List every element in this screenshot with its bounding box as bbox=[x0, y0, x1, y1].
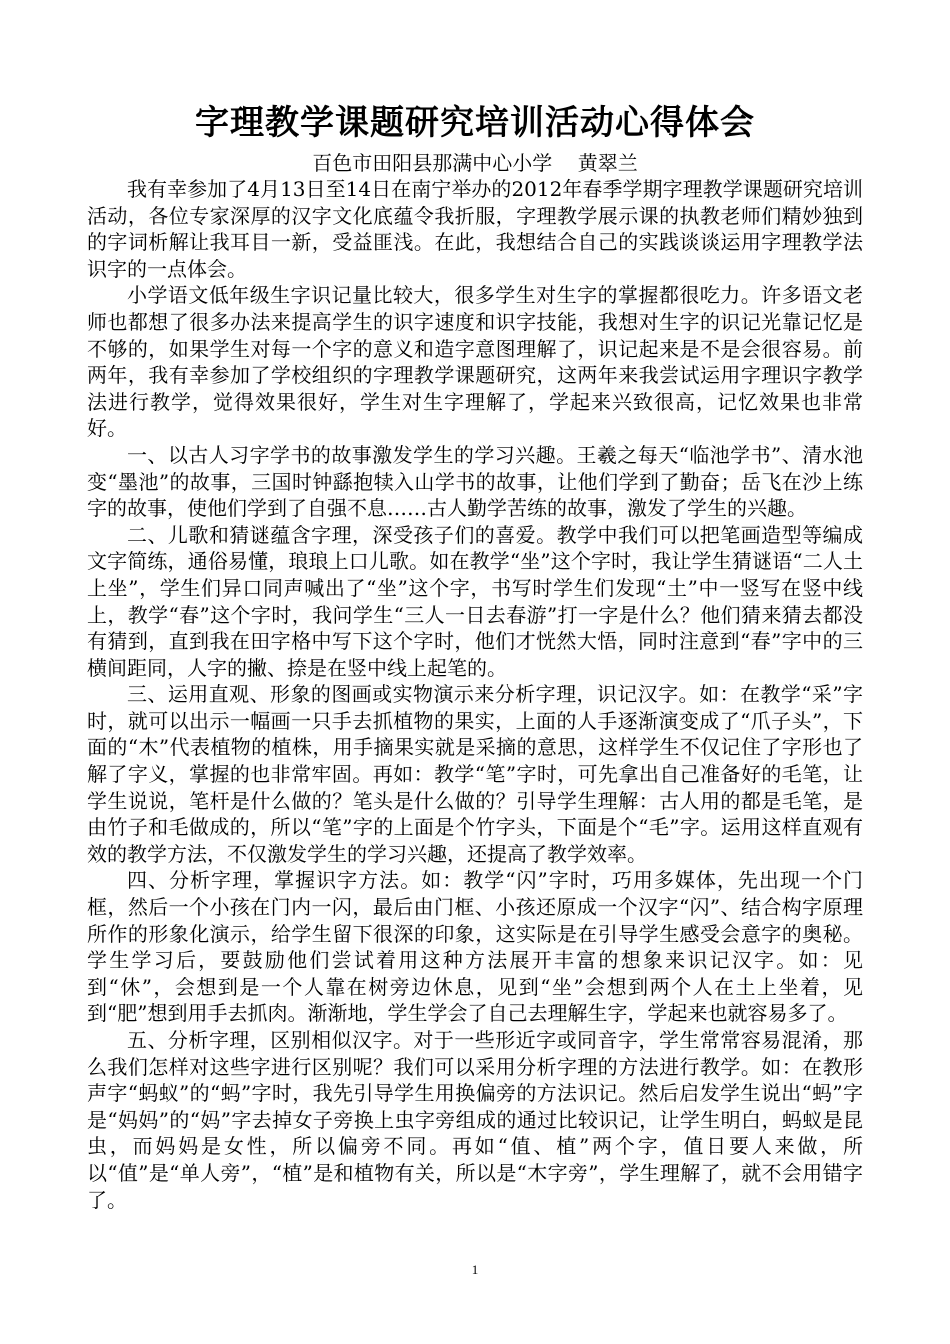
page-number: 1 bbox=[471, 1262, 479, 1277]
paragraph-point-2: 二、儿歌和猜谜蕴含字理，深受孩子们的喜爱。教学中我们可以把笔画造型等编成文字简练，通俗易懂，琅琅上口儿歌。如在教学“坐”这个字时，我让学生猜谜语“二人土上坐”，学生们异口同声喊出了“坐”这个字，书写时学生们发现“土”中一竖写在竖中线上，教学“春”这个字时，我问学生“三人一日去春游”打一字是什么？他们猜来猜去都没有猜到，直到我在田字格中写下这个字时，他们才恍然大悟，同时注意到“春”字中的三横间距同，人字的撇、捺是在竖中线上起笔的。 bbox=[87, 522, 863, 680]
paragraph-background: 小学语文低年级生字识记量比较大，很多学生对生字的掌握都很吃力。许多语文老师也都想了很多办法来提高学生的识字速度和识字技能，我想对生字的识记光靠记忆是不够的，如果学生对每一个字的意义和造字意图理解了，识记起来是不是会很容易。前两年，我有幸参加了学校组织的字理教学课题研究，这两年来我尝试运用字理识字教学法进行教学，觉得效果很好，学生对生字理解了，学起来兴致很高，记忆效果也非常好。 bbox=[87, 283, 863, 441]
paragraph-point-1: 一、以古人习字学书的故事激发学生的学习兴趣。王羲之每天“临池学书”、清水池变“墨池”的故事，三国时钟繇抱犊入山学书的故事，让他们学到了勤奋；岳飞在沙上练字的故事，使他们学到了自强不息……古人勤学苦练的故事，激发了学生的兴趣。 bbox=[87, 442, 863, 521]
paragraph-point-4: 四、分析字理，掌握识字方法。如：教学“闪”字时，巧用多媒体，先出现一个门框，然后一个小孩在门内一闪，最后由门框、小孩还原成一个汉字“闪”、结合构字原理所作的形象化演示，给学生留下很深的印象，这实际是在引导学生感受会意字的奥秘。学生学习后，要鼓励他们尝试着用这种方法展开丰富的想象来识记汉字。如：见到“休”，会想到是一个人靠在树旁边休息，见到“坐”会想到两个人在土上坐着，见到“肥”想到用手去抓肉。渐渐地，学生学会了自己去理解生字，学起来也就容易多了。 bbox=[87, 868, 863, 1026]
author-byline: 百色市田阳县那满中心小学 黄翠兰 bbox=[312, 151, 638, 175]
paragraph-point-3: 三、运用直观、形象的图画或实物演示来分析字理，识记汉字。如：在教学“采”字时，就可以出示一幅画一只手去抓植物的果实，上面的人手逐渐演变成了“爪子头”，下面的“木”代表植物的植株，用手摘果实就是采摘的意思，这样学生不仅记住了字形也了解了字义，掌握的也非常牢固。再如：教学“笔”字时，可先拿出自己准备好的毛笔，让学生说说，笔杆是什么做的？笔头是什么做的？引导学生理解：古人用的都是毛笔，是由竹子和毛做成的，所以“笔”字的上面是个竹字头，下面是个“毛”字。运用这样直观有效的教学方法，不仅激发学生的学习兴趣，还提高了教学效率。 bbox=[87, 682, 863, 866]
paragraph-point-5: 五、分析字理，区别相似汉字。对于一些形近字或同音字，学生常常容易混淆，那么我们怎样对这些字进行区别呢？我们可以采用分析字理的方法进行教学。如：在教形声字“蚂蚁”的“蚂”字时，我先引导学生用换偏旁的方法识记。然后启发学生说出“蚂”字是“妈妈”的“妈”字去掉女子旁换上虫字旁组成的通过比较识记，让学生明白，蚂蚁是昆虫，而妈妈是女性，所以偏旁不同。再如“值、植”两个字，值日要人来做，所以“值”是“单人旁”，“植”是和植物有关，所以是“木字旁”，学生理解了，就不会用错字了。 bbox=[87, 1028, 863, 1212]
document-title: 字理教学课题研究培训活动心得体会 bbox=[195, 103, 755, 143]
document-page bbox=[87, 98, 863, 1213]
paragraph-intro: 我有幸参加了4月13日至14日在南宁举办的2012年春季学期字理教学课题研究培训活动，各位专家深厚的汉字文化底蕴令我折服，字理教学展示课的执教老师们精妙独到的字词析解让我耳目一新，受益匪浅。在此，我想结合自己的实践谈谈运用字理教学法识字的一点体会。 bbox=[87, 177, 863, 281]
